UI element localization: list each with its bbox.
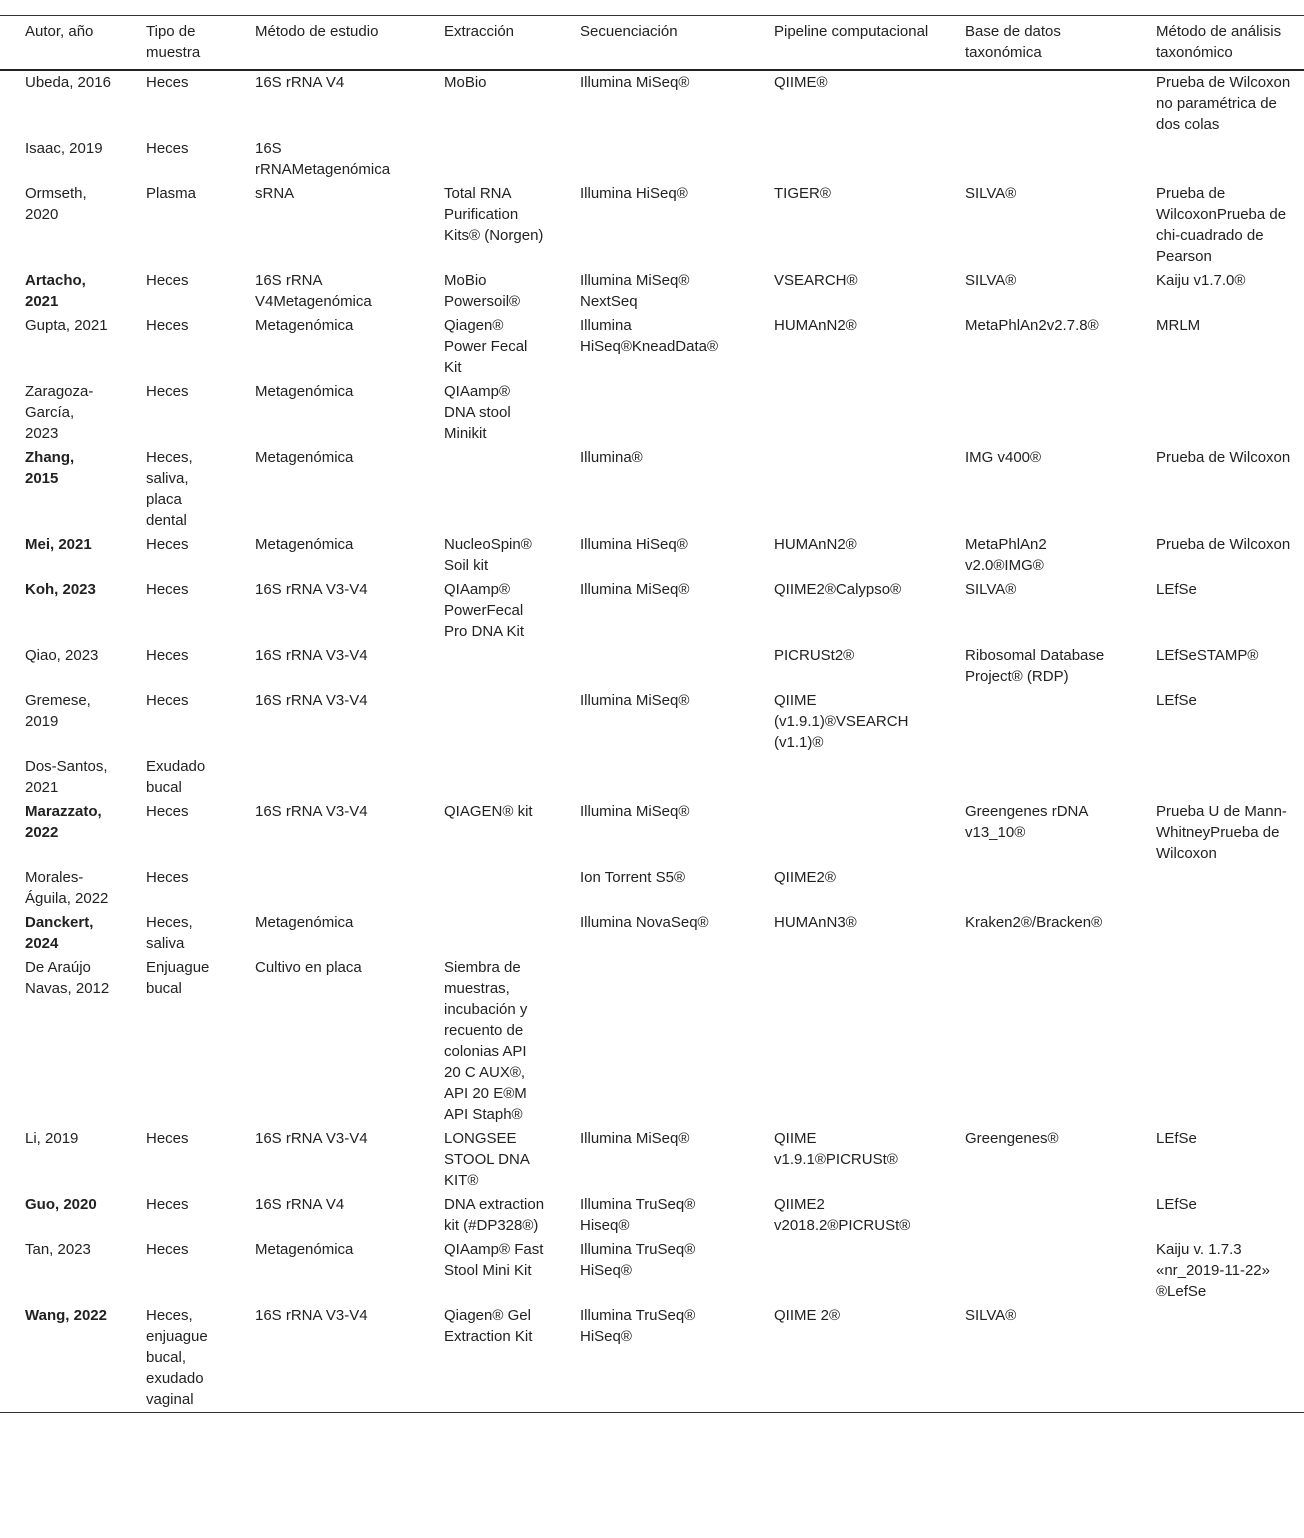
cell-pipeline bbox=[749, 380, 940, 446]
cell-tipo-muestra: Heces, saliva bbox=[146, 914, 193, 952]
cell-tipo-muestra: Heces bbox=[146, 74, 189, 91]
cell-metodo-analisis bbox=[1131, 911, 1304, 956]
table-row bbox=[0, 578, 1304, 644]
table-row bbox=[0, 1304, 1304, 1413]
cell-secuenciacion: Illumina HiSeq®KneadData® bbox=[580, 317, 719, 355]
cell-secuenciacion: Illumina TruSeq® Hiseq® bbox=[580, 1196, 696, 1234]
cell-pipeline: QIIME2®Calypso® bbox=[774, 581, 902, 598]
cell-pipeline bbox=[749, 800, 940, 866]
cell-pipeline: QIIME v1.9.1®PICRUSt® bbox=[774, 1130, 898, 1168]
cell-tipo-muestra: Heces bbox=[146, 317, 189, 334]
cell-autor: Ubeda, 2016 bbox=[25, 74, 111, 91]
cell-pipeline bbox=[749, 1238, 940, 1304]
cell-base-datos: MetaPhlAn2 v2.0®IMG® bbox=[965, 536, 1047, 574]
cell-autor: Artacho, 2021 bbox=[25, 272, 86, 310]
cell-tipo-muestra: Plasma bbox=[146, 185, 197, 202]
cell-metodo-estudio: Metagenómica bbox=[255, 536, 354, 553]
cell-extraccion: Total RNA Purification Kits® (Norgen) bbox=[444, 185, 544, 244]
cell-metodo-estudio: Metagenómica bbox=[255, 317, 354, 334]
cell-metodo-analisis bbox=[1131, 137, 1304, 182]
cell-metodo-estudio: 16S rRNA V3-V4 bbox=[255, 581, 368, 598]
cell-secuenciacion: Illumina MiSeq® bbox=[580, 1130, 690, 1147]
cell-metodo-analisis: Prueba U de Mann-WhitneyPrueba de Wilcoxon bbox=[1156, 803, 1287, 862]
table-row bbox=[0, 314, 1304, 380]
cell-metodo-analisis: LEfSe bbox=[1156, 581, 1197, 598]
cell-base-datos: SILVA® bbox=[965, 1307, 1017, 1324]
table-row bbox=[0, 182, 1304, 269]
cell-base-datos bbox=[940, 137, 1131, 182]
cell-metodo-analisis: LEfSe bbox=[1156, 1196, 1197, 1213]
table-row bbox=[0, 533, 1304, 578]
cell-metodo-analisis bbox=[1131, 956, 1304, 1127]
cell-base-datos: SILVA® bbox=[965, 581, 1017, 598]
cell-pipeline: VSEARCH® bbox=[774, 272, 858, 289]
cell-tipo-muestra: Heces bbox=[146, 1130, 189, 1147]
cell-autor: Zhang, 2015 bbox=[25, 449, 75, 487]
cell-extraccion bbox=[419, 911, 555, 956]
cell-metodo-estudio: 16S rRNA V3-V4 bbox=[255, 1307, 368, 1324]
cell-tipo-muestra: Heces bbox=[146, 383, 189, 400]
cell-extraccion: QIAGEN® kit bbox=[444, 803, 533, 820]
cell-extraccion bbox=[419, 137, 555, 182]
cell-metodo-analisis: Prueba de WilcoxonPrueba de chi-cuadrado de Pearson bbox=[1156, 185, 1287, 265]
cell-secuenciacion: Illumina TruSeq® HiSeq® bbox=[580, 1307, 696, 1345]
cell-metodo-estudio: 16S rRNA V4 bbox=[255, 1196, 345, 1213]
cell-extraccion: QIAamp® DNA stool Minikit bbox=[444, 383, 511, 442]
cell-metodo-estudio bbox=[230, 866, 419, 911]
cell-extraccion bbox=[419, 866, 555, 911]
table-row bbox=[0, 911, 1304, 956]
cell-autor: Qiao, 2023 bbox=[25, 647, 99, 664]
cell-autor: Gremese, 2019 bbox=[25, 692, 91, 730]
cell-autor: Wang, 2022 bbox=[25, 1307, 107, 1324]
cell-autor: Koh, 2023 bbox=[25, 581, 96, 598]
cell-extraccion bbox=[419, 446, 555, 533]
cell-secuenciacion bbox=[555, 137, 749, 182]
cell-pipeline bbox=[749, 446, 940, 533]
cell-secuenciacion: Illumina MiSeq® bbox=[580, 692, 690, 709]
cell-autor: Morales-Águila, 2022 bbox=[25, 869, 109, 907]
table-row bbox=[0, 866, 1304, 911]
cell-metodo-estudio: Metagenómica bbox=[255, 1241, 354, 1258]
cell-pipeline bbox=[749, 956, 940, 1127]
cell-secuenciacion: Ion Torrent S5® bbox=[580, 869, 685, 886]
cell-base-datos: SILVA® bbox=[965, 272, 1017, 289]
table-row bbox=[0, 1127, 1304, 1193]
cell-secuenciacion: Illumina NovaSeq® bbox=[580, 914, 709, 931]
cell-tipo-muestra: Heces bbox=[146, 869, 189, 886]
cell-tipo-muestra: Heces bbox=[146, 272, 189, 289]
cell-autor: Li, 2019 bbox=[25, 1130, 79, 1147]
table-row bbox=[0, 446, 1304, 533]
cell-base-datos bbox=[940, 1193, 1131, 1238]
cell-tipo-muestra: Heces, enjuague bucal, exudado vaginal bbox=[146, 1307, 208, 1408]
cell-metodo-estudio: Cultivo en placa bbox=[255, 959, 362, 976]
header-pipeline: Pipeline computacional bbox=[774, 23, 929, 40]
cell-base-datos bbox=[940, 956, 1131, 1127]
header-tipo-muestra: Tipo de muestra bbox=[146, 23, 201, 61]
header-metodo-estudio: Método de estudio bbox=[255, 23, 379, 40]
table-row bbox=[0, 70, 1304, 137]
cell-extraccion: MoBio bbox=[444, 74, 487, 91]
cell-base-datos bbox=[940, 1238, 1131, 1304]
cell-metodo-estudio: 16S rRNAMetagenómica bbox=[255, 140, 391, 178]
table-row bbox=[0, 137, 1304, 182]
table-row bbox=[0, 269, 1304, 314]
cell-metodo-estudio: 16S rRNA V4 bbox=[255, 74, 345, 91]
cell-tipo-muestra: Heces bbox=[146, 647, 189, 664]
cell-base-datos: Kraken2®/Bracken® bbox=[965, 914, 1103, 931]
cell-autor: Mei, 2021 bbox=[25, 536, 92, 553]
cell-metodo-estudio: 16S rRNA V3-V4 bbox=[255, 692, 368, 709]
cell-metodo-analisis bbox=[1131, 1304, 1304, 1413]
cell-metodo-estudio: Metagenómica bbox=[255, 914, 354, 931]
cell-metodo-analisis: MRLM bbox=[1156, 317, 1201, 334]
cell-extraccion: DNA extraction kit (#DP328®) bbox=[444, 1196, 545, 1234]
cell-pipeline: QIIME2 v2018.2®PICRUSt® bbox=[774, 1196, 911, 1234]
cell-pipeline bbox=[749, 137, 940, 182]
cell-tipo-muestra: Heces bbox=[146, 803, 189, 820]
header-row bbox=[0, 16, 1304, 71]
cell-pipeline bbox=[749, 755, 940, 800]
cell-tipo-muestra: Heces bbox=[146, 140, 189, 157]
cell-autor: Marazzato, 2022 bbox=[25, 803, 102, 841]
header-autor: Autor, año bbox=[25, 23, 94, 40]
table-row bbox=[0, 380, 1304, 446]
cell-base-datos bbox=[940, 755, 1131, 800]
cell-base-datos: IMG v400® bbox=[965, 449, 1042, 466]
cell-tipo-muestra: Heces bbox=[146, 1241, 189, 1258]
cell-tipo-muestra: Heces bbox=[146, 581, 189, 598]
cell-base-datos bbox=[940, 866, 1131, 911]
cell-base-datos bbox=[940, 689, 1131, 755]
cell-metodo-estudio: 16S rRNA V3-V4 bbox=[255, 1130, 368, 1147]
cell-secuenciacion: Illumina® bbox=[580, 449, 643, 466]
cell-extraccion: MoBio Powersoil® bbox=[444, 272, 521, 310]
cell-secuenciacion: Illumina TruSeq® HiSeq® bbox=[580, 1241, 696, 1279]
cell-tipo-muestra: Enjuague bucal bbox=[146, 959, 210, 997]
cell-secuenciacion: Illumina MiSeq® bbox=[580, 803, 690, 820]
cell-metodo-estudio: 16S rRNA V3-V4 bbox=[255, 647, 368, 664]
cell-extraccion: LONGSEE STOOL DNA KIT® bbox=[444, 1130, 530, 1189]
cell-extraccion: QIAamp® PowerFecal Pro DNA Kit bbox=[444, 581, 525, 640]
cell-metodo-estudio: 16S rRNA V3-V4 bbox=[255, 803, 368, 820]
cell-base-datos bbox=[940, 380, 1131, 446]
table-row bbox=[0, 689, 1304, 755]
cell-metodo-analisis: LEfSeSTAMP® bbox=[1156, 647, 1259, 664]
cell-secuenciacion: Illumina MiSeq® bbox=[580, 581, 690, 598]
table-row bbox=[0, 755, 1304, 800]
cell-metodo-estudio: 16S rRNA V4Metagenómica bbox=[255, 272, 372, 310]
header-metodo-analisis: Método de análisis taxonómico bbox=[1156, 23, 1282, 61]
cell-autor: Danckert, 2024 bbox=[25, 914, 94, 952]
cell-secuenciacion: Illumina MiSeq® bbox=[580, 74, 690, 91]
cell-pipeline: QIIME (v1.9.1)®VSEARCH (v1.1)® bbox=[774, 692, 909, 751]
table-row bbox=[0, 644, 1304, 689]
cell-extraccion bbox=[419, 755, 555, 800]
cell-autor: Dos-Santos, 2021 bbox=[25, 758, 108, 796]
cell-tipo-muestra: Heces bbox=[146, 692, 189, 709]
cell-metodo-estudio: sRNA bbox=[255, 185, 295, 202]
cell-metodo-analisis bbox=[1131, 755, 1304, 800]
cell-pipeline: QIIME2® bbox=[774, 869, 836, 886]
cell-autor: Ormseth, 2020 bbox=[25, 185, 87, 223]
cell-metodo-analisis bbox=[1131, 380, 1304, 446]
cell-metodo-analisis: Kaiju v. 1.7.3 «nr_2019-11-22» ®LefSe bbox=[1156, 1241, 1270, 1300]
cell-tipo-muestra: Heces bbox=[146, 1196, 189, 1213]
cell-autor: Zaragoza-García, 2023 bbox=[25, 383, 94, 442]
cell-extraccion bbox=[419, 644, 555, 689]
table-row bbox=[0, 1238, 1304, 1304]
cell-autor: Gupta, 2021 bbox=[25, 317, 108, 334]
cell-extraccion: Siembra de muestras, incubación y recuento de colonias API 20 C AUX®, API 20 E®M API Staph® bbox=[444, 959, 528, 1123]
cell-secuenciacion bbox=[555, 956, 749, 1127]
cell-secuenciacion: Illumina HiSeq® bbox=[580, 185, 688, 202]
cell-base-datos bbox=[940, 70, 1131, 137]
table-row bbox=[0, 1193, 1304, 1238]
cell-pipeline: HUMAnN2® bbox=[774, 536, 857, 553]
cell-metodo-estudio: Metagenómica bbox=[255, 383, 354, 400]
cell-metodo-analisis: LEfSe bbox=[1156, 692, 1197, 709]
cell-pipeline: PICRUSt2® bbox=[774, 647, 855, 664]
table-row bbox=[0, 956, 1304, 1127]
cell-extraccion: QIAamp® Fast Stool Mini Kit bbox=[444, 1241, 544, 1279]
cell-pipeline: TIGER® bbox=[774, 185, 831, 202]
cell-tipo-muestra: Heces, saliva, placa dental bbox=[146, 449, 193, 529]
cell-pipeline: HUMAnN3® bbox=[774, 914, 857, 931]
cell-base-datos: Greengenes rDNA v13_10® bbox=[965, 803, 1088, 841]
cell-secuenciacion bbox=[555, 644, 749, 689]
cell-extraccion: Qiagen® Power Fecal Kit bbox=[444, 317, 528, 376]
cell-secuenciacion bbox=[555, 755, 749, 800]
cell-pipeline: QIIME® bbox=[774, 74, 828, 91]
cell-metodo-analisis: Prueba de Wilcoxon bbox=[1156, 449, 1291, 466]
cell-base-datos: MetaPhlAn2v2.7.8® bbox=[965, 317, 1099, 334]
cell-metodo-analisis: Kaiju v1.7.0® bbox=[1156, 272, 1246, 289]
header-secuenciacion: Secuenciación bbox=[580, 23, 678, 40]
cell-extraccion: NucleoSpin® Soil kit bbox=[444, 536, 532, 574]
cell-metodo-analisis: LEfSe bbox=[1156, 1130, 1197, 1147]
cell-pipeline: QIIME 2® bbox=[774, 1307, 841, 1324]
header-base-datos: Base de datos taxonómica bbox=[965, 23, 1061, 61]
cell-extraccion bbox=[419, 689, 555, 755]
cell-metodo-estudio bbox=[230, 755, 419, 800]
cell-metodo-estudio: Metagenómica bbox=[255, 449, 354, 466]
cell-secuenciacion: Illumina MiSeq® NextSeq bbox=[580, 272, 690, 310]
cell-base-datos: Ribosomal Database Project® (RDP) bbox=[965, 647, 1105, 685]
cell-autor: Isaac, 2019 bbox=[25, 140, 103, 157]
cell-base-datos: SILVA® bbox=[965, 185, 1017, 202]
cell-secuenciacion: Illumina HiSeq® bbox=[580, 536, 688, 553]
cell-metodo-analisis: Prueba de Wilcoxon no paramétrica de dos colas bbox=[1156, 74, 1291, 133]
cell-tipo-muestra: Exudado bucal bbox=[146, 758, 206, 796]
studies-table bbox=[0, 15, 1304, 1413]
cell-pipeline: HUMAnN2® bbox=[774, 317, 857, 334]
table-row bbox=[0, 800, 1304, 866]
cell-secuenciacion bbox=[555, 380, 749, 446]
cell-base-datos: Greengenes® bbox=[965, 1130, 1059, 1147]
cell-metodo-analisis bbox=[1131, 866, 1304, 911]
cell-metodo-analisis: Prueba de Wilcoxon bbox=[1156, 536, 1291, 553]
header-extraccion: Extracción bbox=[444, 23, 515, 40]
cell-extraccion: Qiagen® Gel Extraction Kit bbox=[444, 1307, 533, 1345]
cell-autor: De Araújo Navas, 2012 bbox=[25, 959, 110, 997]
cell-autor: Guo, 2020 bbox=[25, 1196, 97, 1213]
cell-autor: Tan, 2023 bbox=[25, 1241, 91, 1258]
cell-tipo-muestra: Heces bbox=[146, 536, 189, 553]
